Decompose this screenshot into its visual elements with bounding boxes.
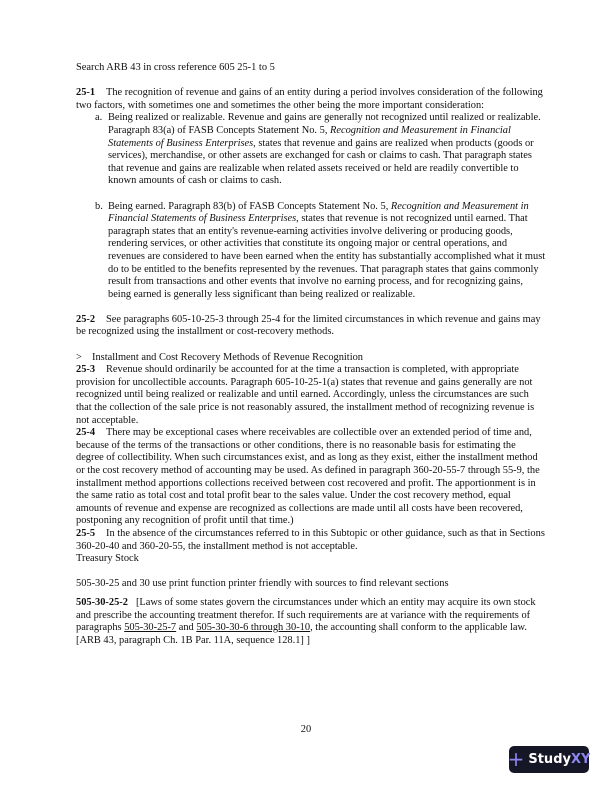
item-text: Being realized or realizable. Revenue and gains are generally not recognized until realized or realizable. Paragraph 83(a) of FASB Concepts Statement No. 5, bbox=[108, 112, 541, 136]
print-note: 505-30-25 and 30 use print function printer friendly with sources to find relevant sections bbox=[76, 578, 449, 590]
factor-list bbox=[76, 112, 546, 301]
paragraph-number: 25-5 bbox=[76, 527, 96, 539]
list-item bbox=[76, 112, 546, 188]
paragraph-25-3 bbox=[76, 364, 546, 427]
intro-note: Search ARB 43 in cross reference 605 25-1 to 5 bbox=[76, 62, 275, 73]
paragraph-505-30-25-2 bbox=[76, 597, 546, 647]
section-heading bbox=[76, 352, 546, 365]
section-heading-text: Installment and Cost Recovery Methods of Revenue Recognition bbox=[92, 351, 363, 363]
brand-accent: XY bbox=[570, 752, 591, 767]
item-text: Being earned. Paragraph 83(b) of FASB Concepts Statement No. 5, bbox=[108, 200, 391, 212]
paragraph-25-2 bbox=[76, 314, 546, 339]
brand-main: Study bbox=[528, 752, 571, 767]
reference-link-505-30-30-6[interactable]: 505-30-30-6 through 30-10 bbox=[196, 622, 311, 634]
paragraph-text: See paragraphs 605-10-25-3 through 25-4 for the limited circumstances in which revenue and gains may be recognized using the installment or cost-recovery methods. bbox=[76, 313, 541, 338]
paragraph-text: , the accounting shall conform to the applicable law. [ARB 43, paragraph Ch. 1B Par. 11A, sequence 128.1] ] bbox=[76, 622, 527, 646]
paragraph-25-5 bbox=[76, 528, 546, 553]
paragraph-text: Revenue should ordinarily be accounted for at the time a transaction is completed, with appropriate provision for uncollectible accounts. Paragraph 605-10-25-1(a) states that revenue and gains generally are not recognized until being realized or realizable and until earned. Accordingly, unless the circumstances are such that the collection of the sale price is not reasonably assured, the installment method of recognizing revenue is not acceptable. bbox=[76, 364, 535, 426]
plus-icon: + bbox=[507, 746, 525, 771]
paragraph-text: [Laws of some states govern the circumstances under which an entity may acquire its own stock and prescribe the accounting treatment therefor. If such requirements are at variance with the requirements of paragraphs bbox=[76, 596, 536, 634]
paragraph-number: 25-2 bbox=[76, 313, 96, 325]
paragraph-number: 25-3 bbox=[76, 364, 96, 376]
paragraph-text: The recognition of revenue and gains of an entity during a period involves consideration of the following two factors, with sometimes one and sometimes the other being the more important consideration: bbox=[76, 87, 543, 111]
paragraph-text: There may be exceptional cases where receivables are collectible over an extended period of time and, because of the terms of the transactions or other conditions, there is no reasonable basis for estimating the degree of collectibility. When such circumstances exist, and as long as they exist, either the installment method or the cost recovery method of accounting may be used. As defined in paragraph 360-20-55-7 through 55-9, the installment method apportions collections received between cost recovered and profit. The apportionment is in the same ratio as total cost and total profit bear to the sales value. Under the cost recovery method, equal amounts of revenue and expense are recognized as collections are made until all costs have been recovered, postponing any recognition of profit until that time.) bbox=[76, 427, 540, 527]
list-marker: b. bbox=[95, 200, 103, 212]
paragraph-25-1 bbox=[76, 87, 546, 112]
chevron-right-icon: > bbox=[76, 351, 82, 363]
paragraph-number: 25-1 bbox=[76, 87, 96, 99]
reference-link-505-30-25-7[interactable]: 505-30-25-7 bbox=[124, 622, 177, 634]
paragraph-number: 25-4 bbox=[76, 427, 96, 439]
publication-title: Recognition and Measurement in Financial Statements of Business Enterprises bbox=[108, 124, 511, 149]
treasury-stock-heading: Treasury Stock bbox=[76, 553, 139, 565]
item-text: , states that revenue and gains are realized when products (goods or services), merchandise, or other assets are exchanged for cash or claims to cash. That paragraph states that revenue and gains are realizable when related assets received or held are readily convertible to known amounts of cash or claims to cash. bbox=[108, 137, 534, 187]
item-text: , states that revenue is not recognized until earned. That paragraph states that an entity's revenue-earning activities involve delivering or producing goods, rendering services, or other activities that constitute its ongoing major or central operations, and revenues are considered to have been earned when the entity has substantially accomplished what it must do to be entitled to the benefits represented by the revenues. That paragraph states that gains commonly result from transactions and other events that involve no earning process, and for recognizing gains, being earned is generally less significant than being realized or realizable. bbox=[108, 213, 546, 300]
paragraph-text: In the absence of the circumstances referred to in this Subtopic or other guidance, such as that in Sections 360-20-40 and 360-20-55, the installment method is not acceptable. bbox=[76, 527, 545, 552]
brand-name bbox=[528, 752, 590, 767]
page-number: 20 bbox=[300, 724, 312, 735]
list-item bbox=[76, 201, 546, 302]
paragraph-text: and bbox=[176, 622, 197, 634]
paragraph-number: 505-30-25-2 bbox=[76, 596, 128, 608]
studyxy-watermark[interactable] bbox=[509, 746, 589, 773]
list-marker: a. bbox=[95, 112, 103, 124]
publication-title: Recognition and Measurement in Financial Statements of Business Enterprises bbox=[108, 200, 529, 225]
document-page bbox=[76, 62, 546, 647]
paragraph-25-4 bbox=[76, 427, 546, 528]
